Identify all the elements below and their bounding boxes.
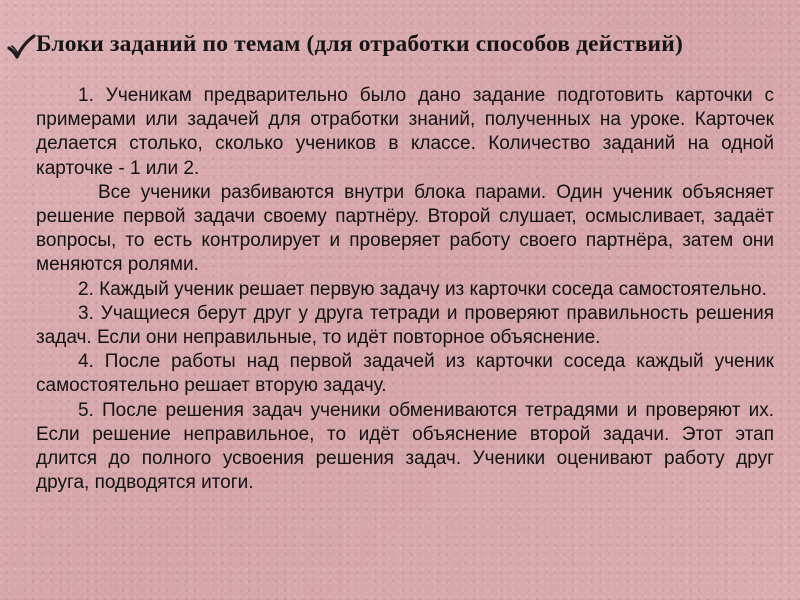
paragraph-5: 5. После решения задач ученики обмениваются тетрадями и проверяют их. Если решение неправильное, то идёт объяснение второй задачи. Этот этап длится до полного усвоения решения задач. Ученики оценивают работу друг друга, подводятся итоги. (36, 399, 774, 494)
paragraph-3: 3. Учащиеся берут друг у друга тетради и проверяют правильность решения задач. Если они неправильные, то идёт повторное объяснение. (36, 302, 774, 349)
paragraph-2: 2. Каждый ученик решает первую задачу из карточки соседа самостоятельно. (78, 278, 767, 300)
check-icon (6, 32, 36, 62)
paragraph-4: 4. После работы над первой задачей из карточки соседа каждый ученик самостоятельно решает вторую задачу. (36, 351, 774, 397)
slide-title: Блоки заданий по темам (для отработки способов действий) (36, 31, 683, 57)
paragraph-1: 1. Ученикам предварительно было дано задание подготовить карточки с примерами или задачей для отработки знаний, полученных на уроке. Карточек делается столько, сколько учеников в классе. Количество заданий на одной карточке - 1 или 2. (36, 85, 774, 179)
title-row (6, 30, 766, 62)
paragraph-pairs: Все ученики разбиваются внутри блока парами. Один ученик объясняет решение первой задачи своему партнёру. Второй слушает, осмысливает, задаёт вопросы, то есть контролирует и проверяет работу своего партнёра, затем они меняются ролями. (36, 181, 774, 276)
slide-body (36, 84, 774, 495)
